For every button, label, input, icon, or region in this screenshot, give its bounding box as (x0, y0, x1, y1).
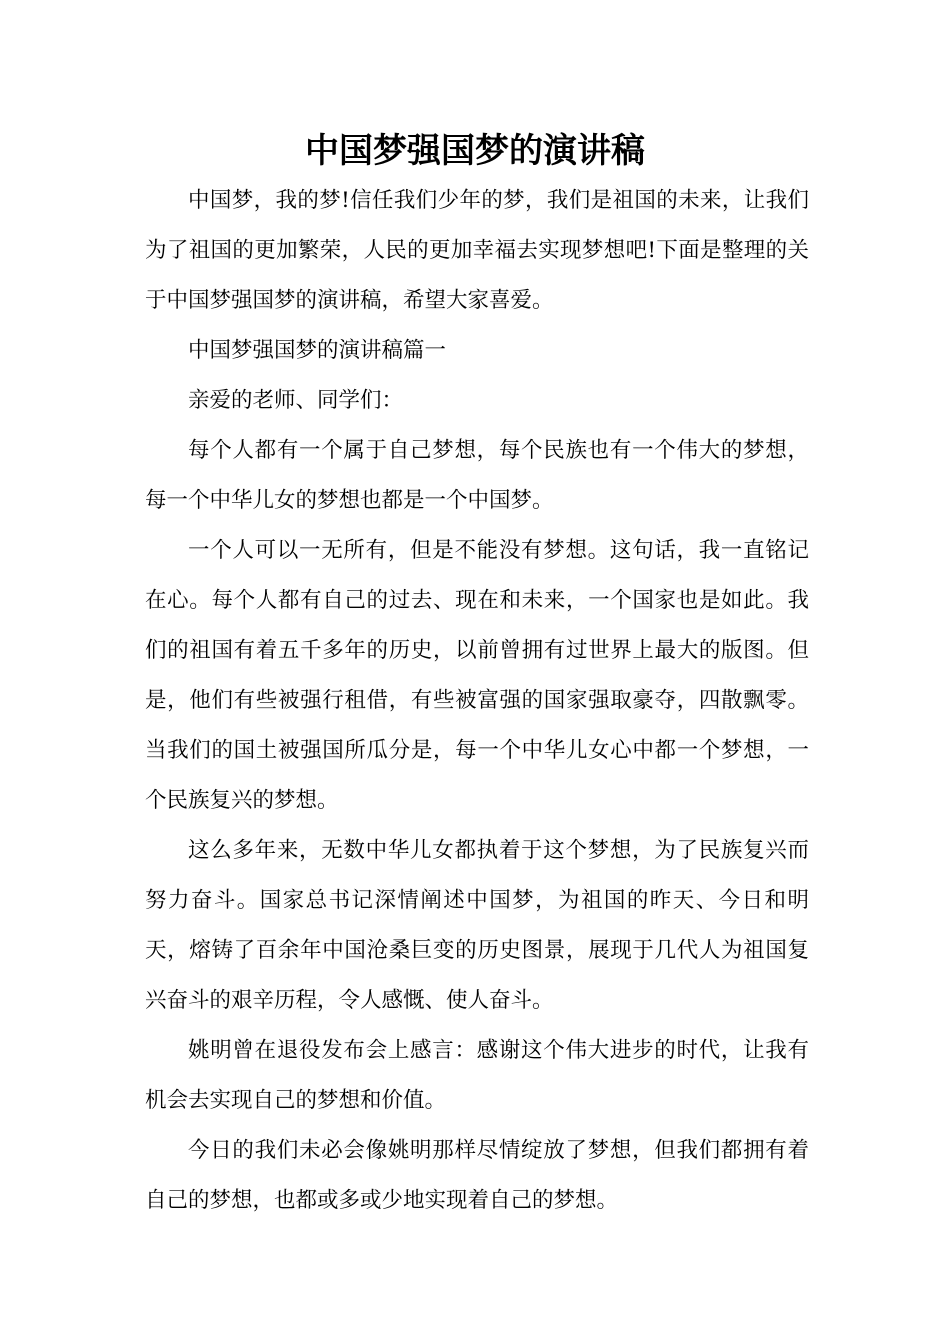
paragraph-body: 一个人可以一无所有，但是不能没有梦想。这句话，我一直铭记在心。每个人都有自己的过去、现在和未来，一个国家也是如此。我们的祖国有着五千多年的历史，以前曾拥有过世界上最大的版图。但是，他们有些被强行租借，有些被富强的国家强取豪夺，四散飘零。当我们的国土被强国所瓜分是，每一个中华儿女心中都一个梦想，一个民族复兴的梦想。 (145, 538, 809, 813)
paragraph-body: 这么多年来，无数中华儿女都执着于这个梦想，为了民族复兴而努力奋斗。国家总书记深情阐述中国梦，为祖国的昨天、今日和明天，熔铸了百余年中国沧桑巨变的历史图景，展现于几代人为祖国复兴奋斗的艰辛历程，令人感慨、使人奋斗。 (145, 838, 809, 1013)
paragraph-salutation: 亲爱的老师、同学们： (188, 388, 404, 413)
paragraph-body: 姚明曾在退役发布会上感言：感谢这个伟大进步的时代，让我有机会去实现自己的梦想和价值。 (145, 1038, 809, 1113)
paragraph-body: 每个人都有一个属于自己梦想，每个民族也有一个伟大的梦想，每一个中华儿女的梦想也都是一个中国梦。 (145, 438, 809, 513)
paragraph-body: 今日的我们未必会像姚明那样尽情绽放了梦想，但我们都拥有着自己的梦想，也都或多或少地实现着自己的梦想。 (145, 1138, 809, 1213)
paragraph-intro: 中国梦，我的梦!信任我们少年的梦，我们是祖国的未来，让我们为了祖国的更加繁荣，人民的更加幸福去实现梦想吧!下面是整理的关于中国梦强国梦的演讲稿，希望大家喜爱。 (145, 188, 809, 313)
document-body (145, 176, 809, 1226)
paragraph-section-heading: 中国梦强国梦的演讲稿篇一 (188, 338, 447, 363)
document-title: 中国梦强国梦的演讲稿 (305, 131, 645, 171)
